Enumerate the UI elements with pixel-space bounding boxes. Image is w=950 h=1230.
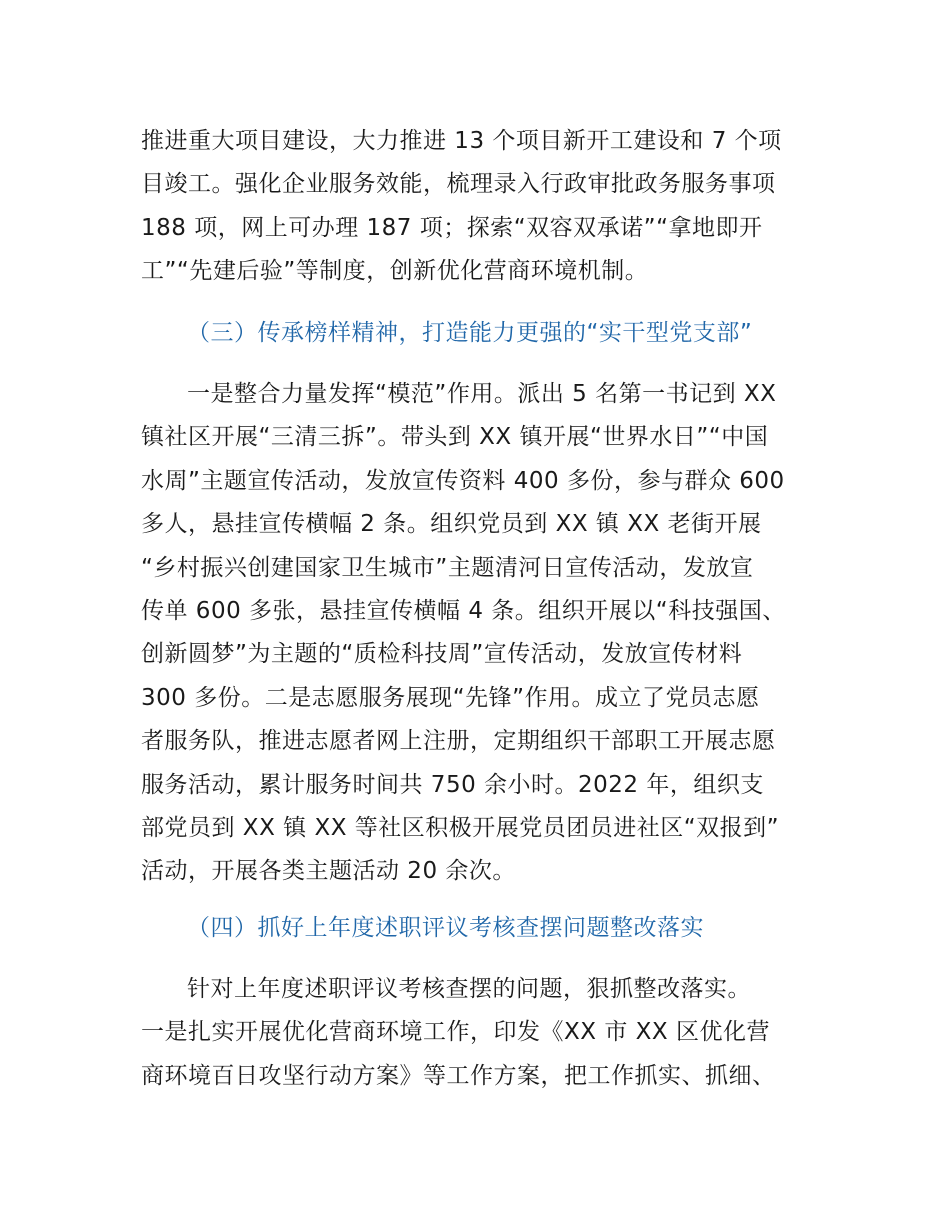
paragraph-line: 一是扎实开展优化营商环境工作，印发《XX 市 XX 区优化营 bbox=[141, 1019, 770, 1046]
paragraph-line: 针对上年度述职评议考核查摆的问题，狠抓整改落实。 bbox=[187, 976, 751, 1002]
paragraph-line: 目竣工。强化企业服务效能，梳理录入行政审批政务服务事项 bbox=[141, 171, 776, 198]
paragraph-line: 活动，开展各类主题活动 20 余次。 bbox=[141, 858, 516, 885]
paragraph-role-model bbox=[141, 373, 821, 894]
paragraph-line: 者服务队，推进志愿者网上注册，定期组织干部职工开展志愿 bbox=[141, 728, 776, 755]
section-heading-3: （三）传承榜样精神，打造能力更强的“实干型党支部” bbox=[187, 320, 753, 346]
paragraph-line: 一是整合力量发挥“模范”作用。派出 5 名第一书记到 XX bbox=[187, 381, 777, 407]
paragraph-line: 水周”主题宣传活动，发放宣传资料 400 多份，参与群众 600 bbox=[141, 467, 785, 494]
paragraph-line: “乡村振兴创建国家卫生城市”主题清河日宣传活动，发放宣 bbox=[141, 554, 754, 581]
paragraph-line: 镇社区开展“三清三拆”。带头到 XX 镇开展“世界水日”“中国 bbox=[141, 424, 769, 451]
paragraph-line: 创新圆梦”为主题的“质检科技周”宣传活动，发放宣传材料 bbox=[141, 641, 743, 668]
paragraph-line: 服务活动，累计服务时间共 750 余小时。2022 年，组织支 bbox=[141, 771, 764, 798]
section-heading-4: （四）抓好上年度述职评议考核查摆问题整改落实 bbox=[187, 915, 704, 941]
paragraph-line: 推进重大项目建设，大力推进 13 个项目新开工建设和 7 个项 bbox=[141, 128, 782, 154]
paragraph-line: 300 多份。二是志愿服务展现“先锋”作用。成立了党员志愿 bbox=[141, 684, 760, 711]
paragraph-line: 188 项，网上可办理 187 项；探索“双容双承诺”“拿地即开 bbox=[141, 214, 763, 241]
paragraph-line: 工”“先建后验”等制度，创新优化营商环境机制。 bbox=[141, 258, 649, 285]
paragraph-line: 商环境百日攻坚行动方案》等工作方案，把工作抓实、抓细、 bbox=[141, 1062, 776, 1089]
paragraph-project-construction bbox=[141, 120, 821, 294]
paragraph-rectification bbox=[141, 968, 821, 1098]
paragraph-line: 多人，悬挂宣传横幅 2 条。组织党员到 XX 镇 XX 老街开展 bbox=[141, 511, 762, 538]
paragraph-line: 传单 600 多张，悬挂宣传横幅 4 条。组织开展以“科技强国、 bbox=[141, 597, 786, 624]
paragraph-line: 部党员到 XX 镇 XX 等社区积极开展党员团员进社区“双报到” bbox=[141, 814, 780, 841]
